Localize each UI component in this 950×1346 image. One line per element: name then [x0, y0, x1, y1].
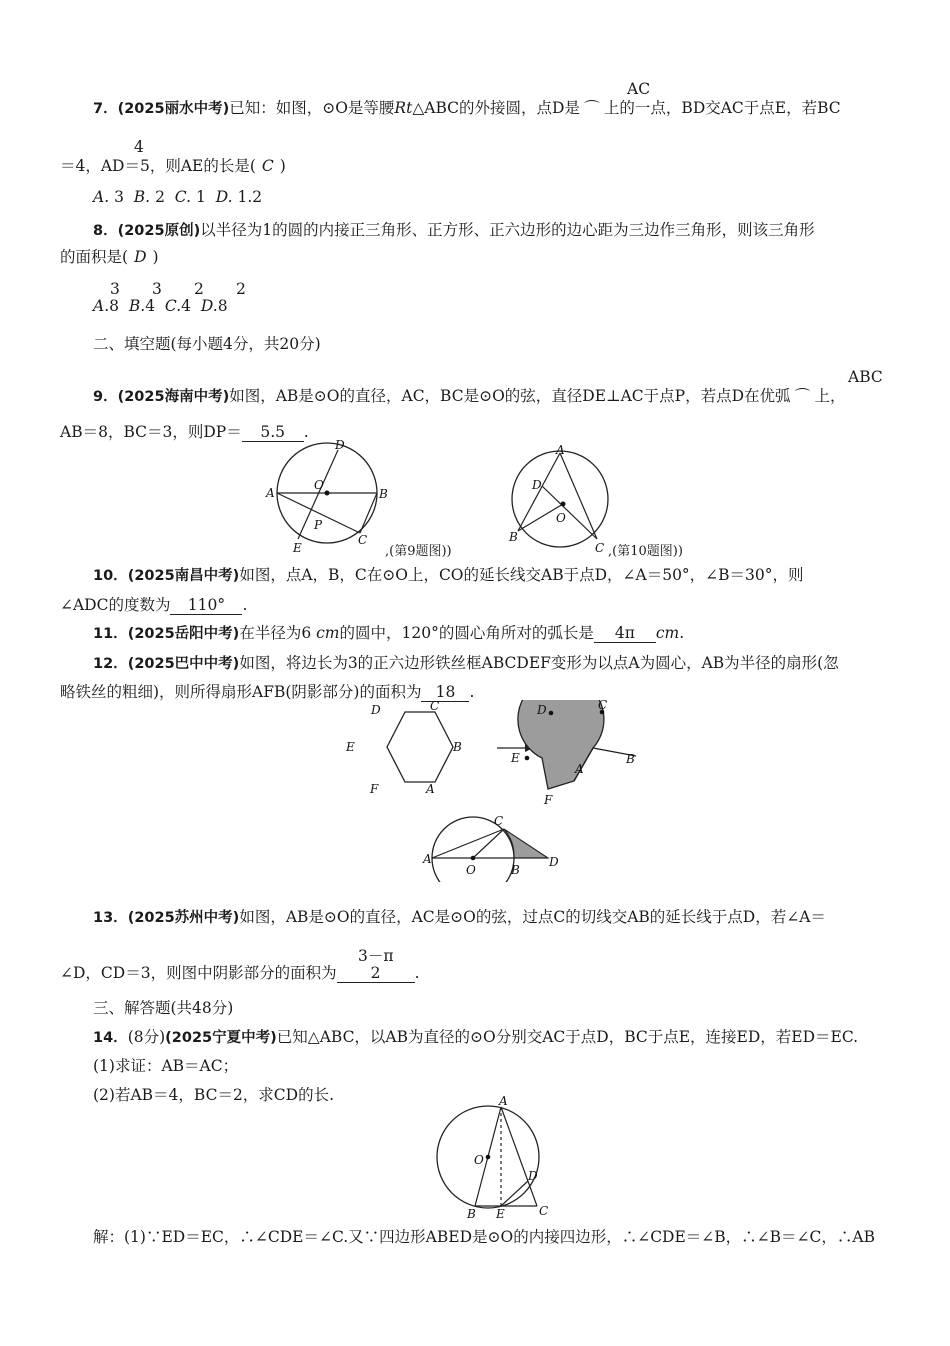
q12-text: 如图，将边长为3的正六边形铁丝框ABCDEF变形为以点A为圆心，AB为半径的扇形(忽: [239, 654, 839, 672]
q11-answer: 4π: [594, 624, 656, 643]
q11-unit2: cm: [655, 624, 680, 642]
q8-source: (2025原创): [117, 223, 201, 239]
q9-answer: 5.5: [242, 423, 304, 442]
q7-option-a: 3: [114, 188, 124, 206]
hex-label-a: A: [426, 782, 435, 796]
q9-text: 如图，AB是⊙O的直径，AC，BC是⊙O的弦，直径DE⊥AC于点P，若点D在优弧: [229, 387, 791, 405]
q10-line2: [60, 593, 247, 615]
q12-line2-end: .: [469, 683, 475, 701]
fig14-label-b: B: [467, 1207, 476, 1220]
q7-line2-b: ，则AE的长是(: [149, 157, 256, 175]
q13-frac-bottom: 2: [337, 964, 415, 983]
q8-number: 8．: [93, 223, 118, 239]
q11-number: 11．: [93, 626, 128, 642]
q8-line1: [93, 218, 815, 240]
arc-symbol: ⌒: [794, 387, 811, 405]
q10-line2-end: .: [242, 596, 248, 614]
section-2-heading: 二、填空题(每小题4分，共20分): [93, 335, 321, 353]
fig13-label-o: O: [466, 863, 476, 877]
q11-end: .: [679, 624, 685, 642]
q14-number: 14．: [93, 1030, 128, 1046]
q14-text: 已知△ABC，以AB为直径的⊙O分别交AC于点D，BC于点E，连接ED，若ED＝EC.: [276, 1028, 859, 1046]
q8-line2: [60, 245, 159, 267]
fig13-label-c: C: [494, 814, 504, 828]
q8-opt-c-label: C.: [164, 297, 182, 315]
q9-line2-end: .: [303, 423, 309, 441]
q12-number: 12．: [93, 656, 128, 672]
q14-points: (8分): [127, 1028, 166, 1046]
q7-option-b-label: B.: [133, 188, 151, 206]
fig10-label-d: D: [532, 478, 542, 492]
q8-opt-d: 8: [217, 297, 228, 315]
q7-option-d: 1.2: [237, 188, 263, 206]
fig9-label-d: D: [335, 440, 345, 452]
fig9-chord-bc: [360, 493, 377, 533]
q7-number: 7．: [93, 101, 118, 117]
sector-label-b: B: [626, 752, 635, 766]
q14-source: (2025宁夏中考): [165, 1030, 277, 1046]
q14-part2: (2)若AB＝4，BC＝2，求CD的长.: [93, 1086, 335, 1104]
q8-opt-a-label: A.: [93, 297, 110, 315]
hex-label-c: C: [430, 700, 440, 713]
q14-part1: (1)求证：AB＝AC；: [93, 1057, 239, 1075]
solution-line: 解：(1)∵ED＝EC，∴∠CDE＝∠C.又∵四边形ABED是⊙O的内接四边形，∴∠CDE＝∠B，∴∠B＝∠C，∴AB: [93, 1228, 875, 1246]
fig13-label-d: D: [549, 855, 559, 869]
q11-text-b: 的圆中，120°的圆心角所对的弧长是: [339, 624, 594, 642]
q7-text-c: 上的一点，BD交AC于点E，若BC: [603, 99, 841, 117]
fig13-radius-oc: [473, 829, 504, 858]
q7-source: (2025丽水中考): [117, 101, 230, 117]
figure-q14: [425, 1095, 565, 1220]
q10-line2-text: ∠ADC的度数为: [60, 596, 171, 614]
q7-text-b: △ABC的外接圆，点D是: [412, 99, 580, 117]
q10-source: (2025南昌中考): [127, 568, 240, 584]
q9-line1: [93, 384, 846, 406]
figure-q12: [340, 700, 640, 810]
q7-arc-label: AC: [627, 80, 651, 98]
fig10-center-dot: [561, 502, 566, 507]
sector-label-e: E: [511, 751, 520, 765]
fig9-caption: ,(第9题图)): [385, 544, 452, 559]
q7-option-c-label: C.: [174, 188, 192, 206]
q7-frac-top: 4: [134, 138, 144, 156]
q12-line1: [93, 651, 839, 673]
sector-label-f: F: [544, 793, 553, 807]
q7-line2-a: ＝4，AD＝: [60, 157, 140, 175]
q8-line2-text: 的面积是(: [60, 248, 129, 266]
fig13-label-b: B: [511, 863, 520, 877]
q11-line: [93, 621, 684, 643]
fig14-label-a: A: [499, 1095, 508, 1108]
q11-source: (2025岳阳中考): [127, 626, 240, 642]
figure-q13: [420, 812, 570, 882]
q9-number: 9．: [93, 389, 118, 405]
q7-option-b: 2: [155, 188, 165, 206]
q11-unit: cm: [316, 624, 340, 642]
q13-line2: [60, 961, 420, 983]
q10-number: 10．: [93, 568, 128, 584]
q9-line2-text: AB＝8，BC＝3，则DP＝: [60, 423, 242, 441]
fig10-caption: ,(第10题图)): [608, 544, 683, 559]
fig9-label-b: B: [379, 487, 388, 501]
fig9-label-o: O: [314, 478, 324, 492]
fig9-label-p: P: [314, 518, 323, 532]
fig12-sector: [518, 700, 604, 789]
q13-line1: [93, 905, 826, 927]
hex-label-e: E: [346, 740, 355, 754]
fig13-chord-ac: [432, 829, 504, 858]
q12-line2-text: 略铁丝的粗细)，则所得扇形AFB(阴影部分)的面积为: [60, 683, 422, 701]
fig9-center-dot: [325, 491, 330, 496]
fig10-label-b: B: [509, 530, 518, 544]
q8-opt-a-top: 3: [110, 280, 120, 298]
fig14-label-d: D: [528, 1169, 538, 1183]
fig12-hexagon: [387, 712, 453, 782]
section-3-heading: 三、解答题(共48分): [93, 999, 234, 1017]
fig10-label-o: O: [556, 511, 566, 525]
fig14-label-c: C: [539, 1204, 549, 1218]
q9-text-end: 上，: [814, 387, 846, 405]
q7-rt: Rt: [394, 99, 413, 117]
fig14-center-dot: [486, 1155, 491, 1160]
q7-answer: C: [261, 157, 274, 175]
q9-line2: [60, 420, 309, 442]
q13-frac-top: 3－π: [358, 947, 394, 965]
q12-answer: 18: [421, 683, 469, 702]
fig10-chord-ac: [560, 453, 597, 539]
hex-label-d: D: [371, 703, 381, 717]
sector-label-d: D: [537, 703, 547, 717]
fig10-label-a: A: [556, 443, 565, 457]
fig12-point-d: [549, 711, 554, 716]
q11-text-a: 在半径为6: [239, 624, 312, 642]
q13-source: (2025苏州中考): [127, 910, 240, 926]
q8-options: [93, 297, 228, 315]
sector-label-c: C: [598, 700, 608, 712]
q12-line2: [60, 680, 474, 702]
q8-line2-end: ): [152, 248, 159, 266]
q13-text: 如图，AB是⊙O的直径，AC是⊙O的弦，过点C的切线交AB的延长线于点D，若∠A＝: [239, 908, 826, 926]
fig9-label-c: C: [358, 533, 368, 547]
q7-frac-bottom: 5: [139, 157, 150, 175]
q9-source: (2025海南中考): [117, 389, 230, 405]
q9-arc-label: ABC: [848, 368, 883, 386]
q7-options: [93, 188, 262, 206]
q7-option-a-label: A.: [93, 188, 110, 206]
q7-line1: [93, 96, 841, 118]
q8-opt-a: 8: [109, 297, 119, 315]
q7-line2: [60, 154, 286, 176]
q8-opt-b-top: 3: [152, 280, 162, 298]
q8-opt-c-top: 2: [194, 280, 204, 298]
q10-line1: [93, 563, 804, 585]
q8-answer: D: [134, 248, 147, 266]
q8-opt-d-label: D.: [200, 297, 218, 315]
fig10-chord-ab: [518, 453, 560, 531]
fig10-segment-cd: [542, 486, 597, 539]
figure-q10: [505, 442, 615, 557]
q13-number: 13．: [93, 910, 128, 926]
fig9-label-a: A: [266, 486, 275, 500]
q14-line1: [93, 1025, 858, 1047]
q12-source: (2025巴中中考): [127, 656, 240, 672]
fig10-label-c: C: [595, 541, 605, 555]
fig14-side-ac: [501, 1107, 537, 1206]
q13-line2-end: .: [414, 964, 420, 982]
fig13-label-a: A: [423, 852, 432, 866]
q7-text-a: 已知：如图，⊙O是等腰: [229, 99, 395, 117]
q8-opt-b: 4: [145, 297, 156, 315]
hex-label-b: B: [453, 740, 462, 754]
arc-symbol: ⌒: [584, 99, 600, 117]
hex-label-f: F: [370, 782, 379, 796]
q8-text: 以半径为1的圆的内接正三角形、正方形、正六边形的边心距为三边作三角形，则该三角形: [200, 221, 815, 239]
figure-q9: [262, 440, 392, 555]
fig14-label-o: O: [474, 1153, 484, 1167]
fig14-label-e: E: [496, 1207, 505, 1220]
q13-line2-text: ∠D，CD＝3，则图中阴影部分的面积为: [60, 964, 337, 982]
sector-label-a: A: [575, 762, 584, 776]
q10-answer: 110°: [170, 596, 242, 615]
q8-opt-d-top: 2: [236, 280, 246, 298]
fig13-shaded-region: [504, 829, 548, 858]
q8-opt-c: 4: [181, 297, 192, 315]
q7-line2-c: ): [279, 157, 286, 175]
q7-option-c: 1: [195, 188, 206, 206]
q10-text: 如图，点A，B，C在⊙O上，CO的延长线交AB于点D，∠A＝50°，∠B＝30°，则: [239, 566, 804, 584]
fig9-label-e: E: [293, 541, 302, 555]
fig12-point-e: [525, 756, 530, 761]
q7-option-d-label: D.: [215, 188, 233, 206]
fig13-center-dot: [471, 856, 476, 861]
q8-opt-b-label: B.: [128, 297, 146, 315]
